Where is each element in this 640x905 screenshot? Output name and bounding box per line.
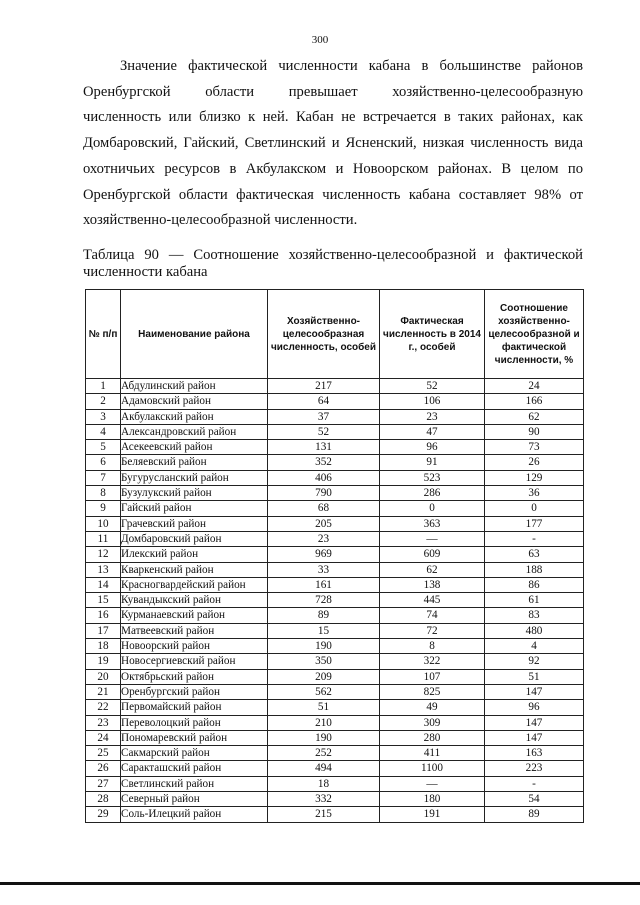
district-name: Гайский район <box>121 501 268 516</box>
target-count: 52 <box>268 424 380 439</box>
actual-count: 280 <box>380 730 485 745</box>
target-count: 205 <box>268 516 380 531</box>
actual-count: 49 <box>380 700 485 715</box>
target-count: 68 <box>268 501 380 516</box>
ratio-percent: 61 <box>485 593 584 608</box>
ratio-percent: 96 <box>485 700 584 715</box>
row-number: 23 <box>86 715 121 730</box>
table-body <box>86 379 584 823</box>
body-paragraph <box>83 54 583 234</box>
table-row <box>86 394 584 409</box>
target-count: 64 <box>268 394 380 409</box>
actual-count: 106 <box>380 394 485 409</box>
row-number: 13 <box>86 562 121 577</box>
row-number: 15 <box>86 593 121 608</box>
page-number: 300 <box>311 34 329 46</box>
paragraph-line: численность или близко к ней. Кабан не встречается в таких районах, как <box>83 109 583 126</box>
district-name: Курманаевский район <box>121 608 268 623</box>
ratio-percent: 147 <box>485 684 584 699</box>
target-count: 215 <box>268 807 380 822</box>
district-name: Грачевский район <box>121 516 268 531</box>
ratio-percent: 147 <box>485 715 584 730</box>
ratio-percent: 36 <box>485 486 584 501</box>
row-number: 14 <box>86 577 121 592</box>
target-count: 332 <box>268 792 380 807</box>
actual-count: 74 <box>380 608 485 623</box>
ratio-percent: - <box>485 531 584 546</box>
target-count: 562 <box>268 684 380 699</box>
row-number: 25 <box>86 746 121 761</box>
row-number: 19 <box>86 654 121 669</box>
district-name: Абдулинский район <box>121 379 268 394</box>
row-number: 5 <box>86 440 121 455</box>
target-count: 51 <box>268 700 380 715</box>
row-number: 4 <box>86 424 121 439</box>
paragraph-line: Оренбургской области фактическая численность кабана составляет 98% от <box>83 186 583 203</box>
ratio-percent: 129 <box>485 470 584 485</box>
table-row <box>86 409 584 424</box>
table-row <box>86 654 584 669</box>
table-row <box>86 501 584 516</box>
row-number: 12 <box>86 547 121 562</box>
header-ratio: Соотношение хозяйственно-целесообразной и фактической численности, % <box>485 290 584 379</box>
actual-count: 1100 <box>380 761 485 776</box>
table-row <box>86 470 584 485</box>
actual-count: — <box>380 531 485 546</box>
target-count: 190 <box>268 639 380 654</box>
table-row <box>86 715 584 730</box>
district-name: Александровский район <box>121 424 268 439</box>
district-name: Адамовский район <box>121 394 268 409</box>
target-count: 350 <box>268 654 380 669</box>
row-number: 26 <box>86 761 121 776</box>
row-number: 9 <box>86 501 121 516</box>
district-name: Оренбургский район <box>121 684 268 699</box>
row-number: 10 <box>86 516 121 531</box>
actual-count: 62 <box>380 562 485 577</box>
actual-count: 47 <box>380 424 485 439</box>
district-name: Беляевский район <box>121 455 268 470</box>
row-number: 16 <box>86 608 121 623</box>
target-count: 15 <box>268 623 380 638</box>
ratio-percent: 188 <box>485 562 584 577</box>
actual-count: 8 <box>380 639 485 654</box>
actual-count: 191 <box>380 807 485 822</box>
table-row <box>86 669 584 684</box>
actual-count: 411 <box>380 746 485 761</box>
table-row <box>86 486 584 501</box>
actual-count: 609 <box>380 547 485 562</box>
district-name: Переволоцкий район <box>121 715 268 730</box>
ratio-percent: 147 <box>485 730 584 745</box>
district-name: Соль-Илецкий район <box>121 807 268 822</box>
actual-count: 445 <box>380 593 485 608</box>
actual-count: 523 <box>380 470 485 485</box>
table-row <box>86 593 584 608</box>
target-count: 790 <box>268 486 380 501</box>
ratio-percent: 4 <box>485 639 584 654</box>
row-number: 20 <box>86 669 121 684</box>
target-count: 969 <box>268 547 380 562</box>
target-count: 210 <box>268 715 380 730</box>
table-row <box>86 516 584 531</box>
table-row <box>86 379 584 394</box>
actual-count: 96 <box>380 440 485 455</box>
district-name: Акбулакский район <box>121 409 268 424</box>
table-row <box>86 684 584 699</box>
row-number: 22 <box>86 700 121 715</box>
row-number: 17 <box>86 623 121 638</box>
target-count: 37 <box>268 409 380 424</box>
ratio-percent: 54 <box>485 792 584 807</box>
table-row <box>86 440 584 455</box>
header-target: Хозяйственно-целесообразная численность, особей <box>268 290 380 379</box>
paragraph-line: Значение фактической численности кабана в большинстве районов <box>120 58 583 74</box>
row-number: 11 <box>86 531 121 546</box>
target-count: 161 <box>268 577 380 592</box>
district-name: Новоорский район <box>121 639 268 654</box>
row-number: 6 <box>86 455 121 470</box>
actual-count: 107 <box>380 669 485 684</box>
ratio-percent: 0 <box>485 501 584 516</box>
caption-line: численности кабана <box>83 264 208 280</box>
actual-count: 23 <box>380 409 485 424</box>
target-count: 131 <box>268 440 380 455</box>
target-count: 89 <box>268 608 380 623</box>
district-name: Пономаревский район <box>121 730 268 745</box>
table-row <box>86 776 584 791</box>
target-count: 352 <box>268 455 380 470</box>
district-name: Северный район <box>121 792 268 807</box>
target-count: 190 <box>268 730 380 745</box>
table-row <box>86 623 584 638</box>
ratio-percent: 166 <box>485 394 584 409</box>
district-name: Новосергиевский район <box>121 654 268 669</box>
target-count: 217 <box>268 379 380 394</box>
paragraph-line: охотничьих ресурсов в Акбулакском и Новоорском районах. В целом по <box>83 160 583 177</box>
row-number: 18 <box>86 639 121 654</box>
actual-count: 309 <box>380 715 485 730</box>
row-number: 27 <box>86 776 121 791</box>
target-count: 494 <box>268 761 380 776</box>
paragraph-line: хозяйственно-целесообразной численности. <box>83 212 358 229</box>
actual-count: 138 <box>380 577 485 592</box>
target-count: 209 <box>268 669 380 684</box>
table-row <box>86 730 584 745</box>
district-name: Илекский район <box>121 547 268 562</box>
row-number: 8 <box>86 486 121 501</box>
actual-count: 52 <box>380 379 485 394</box>
row-number: 28 <box>86 792 121 807</box>
paragraph-line: Домбаровский, Гайский, Светлинский и Ясненский, низкая численность вида <box>83 135 583 152</box>
district-name: Красногвардейский район <box>121 577 268 592</box>
target-count: 728 <box>268 593 380 608</box>
district-name: Кваркенский район <box>121 562 268 577</box>
ratio-percent: 177 <box>485 516 584 531</box>
ratio-percent: 89 <box>485 807 584 822</box>
district-name: Бузулукский район <box>121 486 268 501</box>
district-name: Домбаровский район <box>121 531 268 546</box>
district-name: Первомайский район <box>121 700 268 715</box>
district-name: Асекеевский район <box>121 440 268 455</box>
district-name: Кувандыкский район <box>121 593 268 608</box>
table-row <box>86 792 584 807</box>
district-name: Матвеевский район <box>121 623 268 638</box>
actual-count: 72 <box>380 623 485 638</box>
bottom-rule <box>0 882 640 885</box>
table-header-row <box>86 290 584 379</box>
table-row <box>86 746 584 761</box>
actual-count: — <box>380 776 485 791</box>
actual-count: 91 <box>380 455 485 470</box>
actual-count: 286 <box>380 486 485 501</box>
row-number: 7 <box>86 470 121 485</box>
actual-count: 322 <box>380 654 485 669</box>
ratio-percent: 163 <box>485 746 584 761</box>
ratio-percent: 86 <box>485 577 584 592</box>
row-number: 29 <box>86 807 121 822</box>
target-count: 18 <box>268 776 380 791</box>
district-name: Бугурусланский район <box>121 470 268 485</box>
actual-count: 180 <box>380 792 485 807</box>
ratio-percent: 63 <box>485 547 584 562</box>
header-number: № п/п <box>86 290 121 379</box>
ratio-percent: 24 <box>485 379 584 394</box>
ratio-percent: 62 <box>485 409 584 424</box>
data-table <box>85 289 584 823</box>
ratio-percent: 83 <box>485 608 584 623</box>
table-row <box>86 577 584 592</box>
actual-count: 825 <box>380 684 485 699</box>
row-number: 3 <box>86 409 121 424</box>
ratio-percent: - <box>485 776 584 791</box>
table-row <box>86 562 584 577</box>
header-district: Наименование района <box>121 290 268 379</box>
table-row <box>86 608 584 623</box>
header-actual: Фактическая численность в 2014 г., особей <box>380 290 485 379</box>
row-number: 1 <box>86 379 121 394</box>
ratio-percent: 223 <box>485 761 584 776</box>
ratio-percent: 26 <box>485 455 584 470</box>
target-count: 33 <box>268 562 380 577</box>
ratio-percent: 73 <box>485 440 584 455</box>
table-row <box>86 639 584 654</box>
table-row <box>86 807 584 822</box>
ratio-percent: 92 <box>485 654 584 669</box>
district-name: Сакмарский район <box>121 746 268 761</box>
table-row <box>86 761 584 776</box>
table-row <box>86 455 584 470</box>
row-number: 21 <box>86 684 121 699</box>
district-name: Саракташский район <box>121 761 268 776</box>
row-number: 2 <box>86 394 121 409</box>
target-count: 406 <box>268 470 380 485</box>
ratio-percent: 90 <box>485 424 584 439</box>
table-row <box>86 700 584 715</box>
actual-count: 0 <box>380 501 485 516</box>
table-caption <box>83 247 583 281</box>
table-row <box>86 547 584 562</box>
table-row <box>86 531 584 546</box>
caption-line: Таблица 90 — Соотношение хозяйственно-целесообразной и фактической <box>83 247 583 263</box>
paragraph-line: Оренбургской области превышает хозяйственно-целесообразную <box>83 83 583 100</box>
row-number: 24 <box>86 730 121 745</box>
district-name: Октябрьский район <box>121 669 268 684</box>
target-count: 23 <box>268 531 380 546</box>
actual-count: 363 <box>380 516 485 531</box>
target-count: 252 <box>268 746 380 761</box>
table-row <box>86 424 584 439</box>
ratio-percent: 480 <box>485 623 584 638</box>
district-name: Светлинский район <box>121 776 268 791</box>
ratio-percent: 51 <box>485 669 584 684</box>
